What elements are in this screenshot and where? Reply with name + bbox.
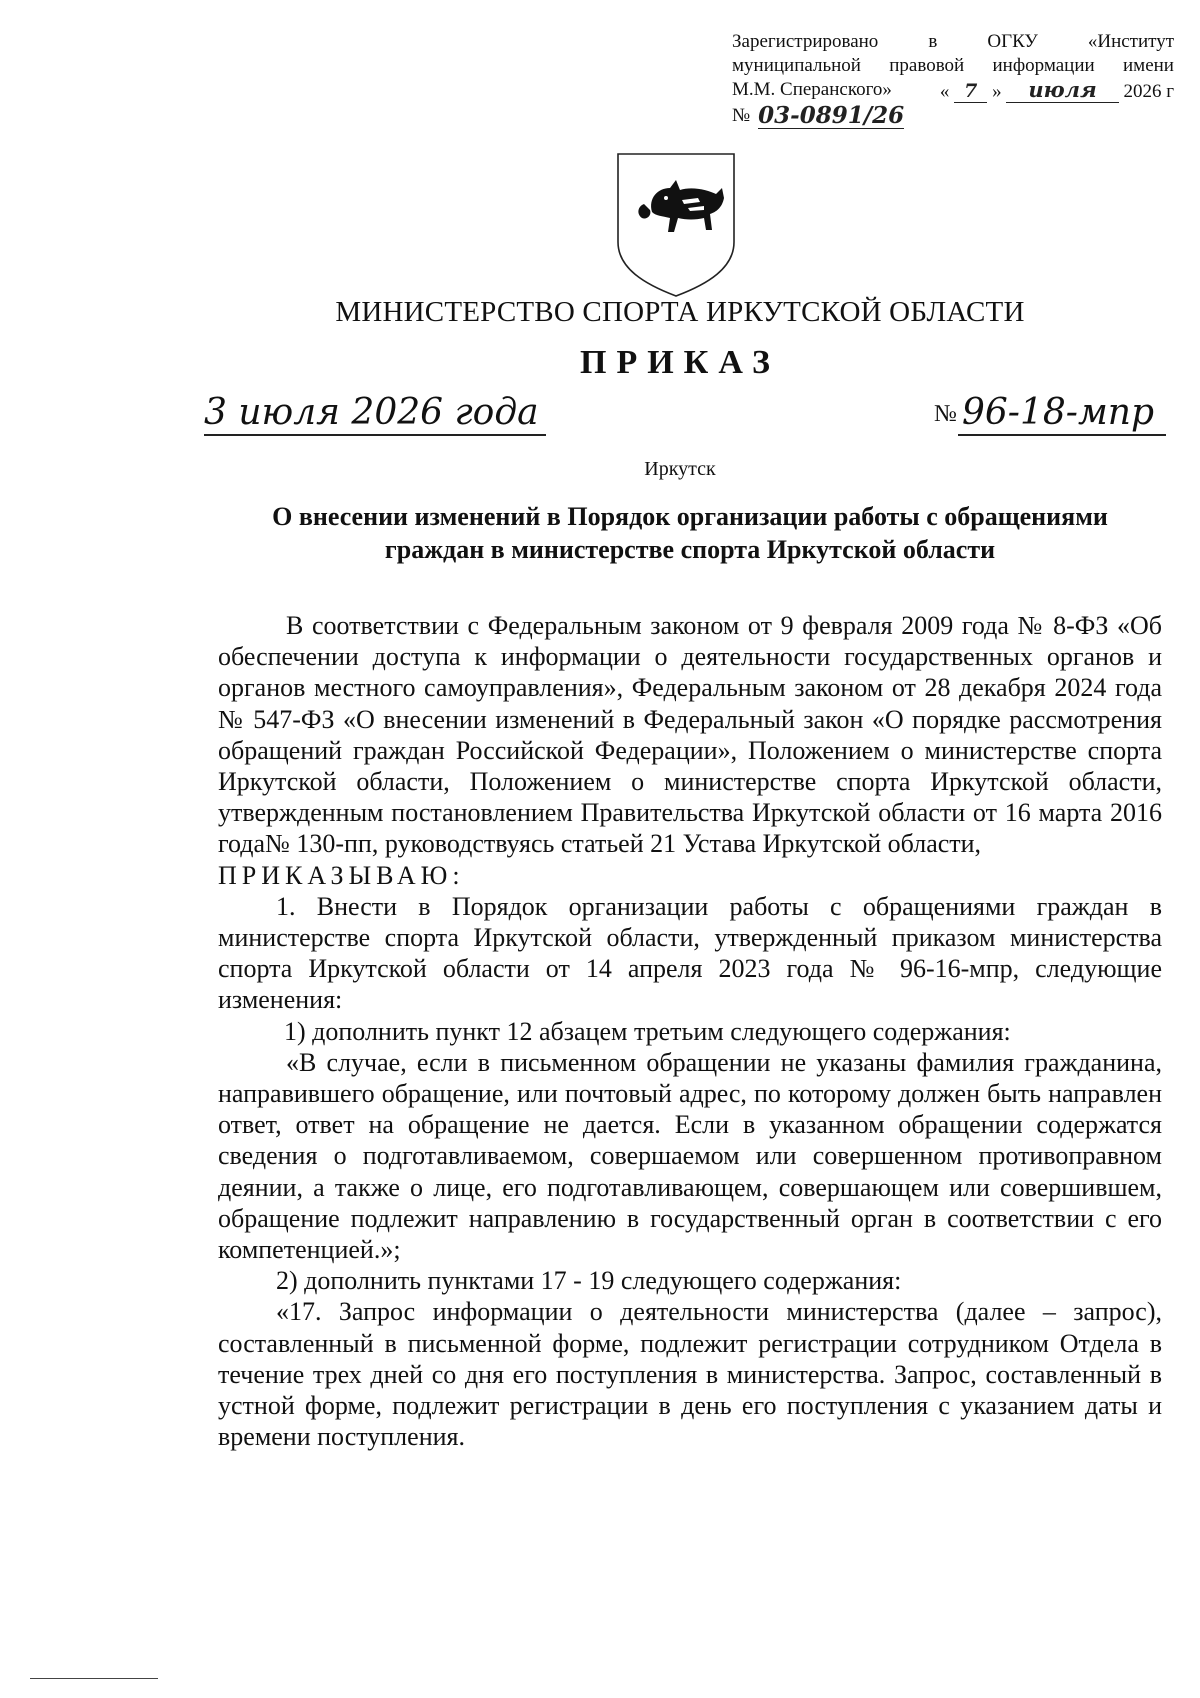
document-type: ПРИКАЗ <box>580 344 780 381</box>
body-paragraph-sub-2: 2) дополнить пунктами 17 - 19 следующего содержания: <box>276 1266 902 1296</box>
registration-day: 7 <box>954 80 987 103</box>
document-body <box>218 610 1162 1452</box>
body-paragraph-sub-1: 1) дополнить пункт 12 абзацем третьим следующего содержания: <box>284 1016 1011 1046</box>
registration-text: в <box>928 31 938 52</box>
registration-date <box>910 78 1174 104</box>
babr-icon <box>612 150 740 298</box>
registration-number-label: № <box>732 105 751 126</box>
footnote-divider <box>30 1678 158 1679</box>
quote-mark: « <box>939 81 950 102</box>
registration-line-4 <box>732 104 1174 129</box>
body-paragraph-1: 1. Внести в Порядок организации работы с обращениями граждан в министерстве спорта Иркутской области, утвержденный приказом министерства спорта Иркутской области от 14 апреля 2023 года № 96-16-мпр, следующие изменения: <box>218 891 1162 1015</box>
registration-text: Зарегистрировано <box>732 31 879 52</box>
ministry-name: МИНИСТЕРСТВО СПОРТА ИРКУТСКОЙ ОБЛАСТИ <box>335 296 1025 328</box>
body-paragraph-preamble: В соответствии с Федеральным законом от 9 февраля 2009 года № 8-ФЗ «Об обеспечении доступа к информации о деятельности государственных органов и органов местного самоуправления», Федеральным законом от 28 декабря 2024 года № 547-ФЗ «О внесении изменений в Федеральный закон «О порядке рассмотрения обращений граждан Российской Федерации», Положением о министерстве спорта Иркутской области, Положением о министерстве спорта Иркутской области, утвержденным постановлением Правительства Иркутской области от 16 марта 2016 года№ 130-пп, руководствуясь статьей 21 Устава Иркутской области, <box>218 611 1162 859</box>
registration-text: информации <box>992 55 1095 76</box>
number-underline <box>958 434 1166 436</box>
order-date-handwritten: 3 июля 2026 года <box>204 392 539 433</box>
registration-text: М.М. Сперанского» <box>732 79 892 100</box>
registration-line-2 <box>732 54 1174 78</box>
registration-month: июля <box>1006 77 1118 103</box>
quote-mark: » <box>992 81 1002 102</box>
body-paragraph-quote-2: «17. Запрос информации о деятельности министерства (далее – запрос), составленный в письменной форме, подлежит регистрации сотрудником Отдела в течение трех дней со дня его поступления в министерства. Запрос, составленный в устной форме, подлежит регистрации в день его поступления с указанием даты и времени поступления. <box>218 1297 1162 1452</box>
coat-of-arms-emblem <box>612 150 740 298</box>
city: Иркутск <box>644 458 716 480</box>
registration-stamp <box>732 30 1174 129</box>
registration-line-3 <box>732 78 1174 104</box>
date-underline <box>204 434 546 436</box>
registration-number: 03-0891/26 <box>758 102 905 129</box>
registration-text: ОГКУ <box>987 31 1038 52</box>
registration-text: правовой <box>889 55 965 76</box>
order-number-label: № <box>934 401 957 427</box>
registration-text: имени <box>1123 55 1174 76</box>
document-title: О внесении изменений в Порядок организации работы с обращениями граждан в министерстве спорта Иркутской области <box>272 502 1108 564</box>
registration-text: «Институт <box>1087 31 1174 52</box>
order-number-handwritten: 96-18-мпр <box>962 392 1155 433</box>
registration-line-1 <box>732 30 1174 54</box>
registration-year: 2026 г <box>1123 81 1174 102</box>
body-paragraph-quote-1: «В случае, если в письменном обращении не указаны фамилия гражданина, направившего обращение, или почтовый адрес, по которому должен быть направлен ответ, ответ на обращение не дается. Если в указанном обращении содержатся сведения о подготавливаемом, совершаемом или совершенном противоправном деянии, а также о лице, его подготавливающем, совершающем или совершившем, обращение подлежит направлению в государственный орган в соответствии с его компетенцией.»; <box>218 1047 1162 1265</box>
registration-text: муниципальной <box>732 55 861 76</box>
order-word: ПРИКАЗЫВАЮ: <box>218 860 465 890</box>
